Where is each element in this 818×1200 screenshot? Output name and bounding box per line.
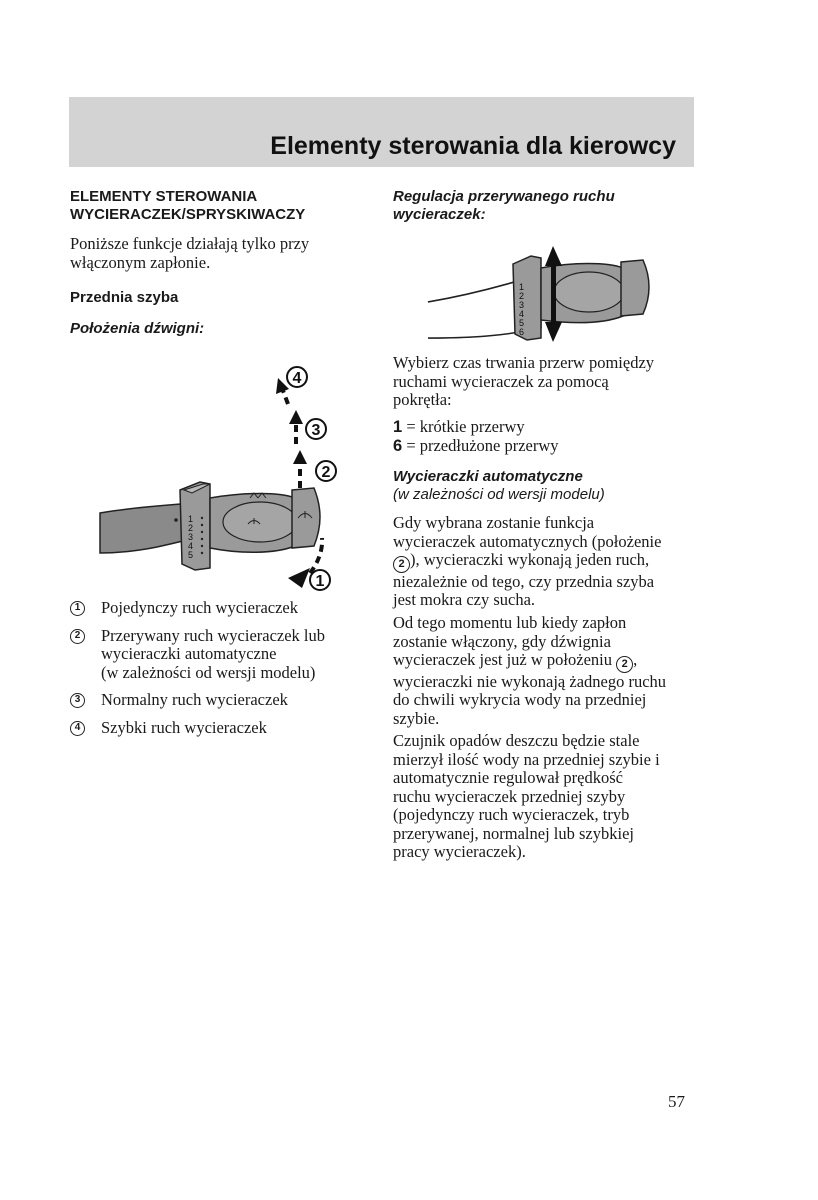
lever-tip xyxy=(292,488,320,548)
position-number: 2 xyxy=(616,656,633,673)
svg-text:4: 4 xyxy=(292,370,302,387)
svg-text:3: 3 xyxy=(519,300,525,310)
auto-paragraph-1: Gdy wybrana zostanie funkcja wycieraczek automatycznych (położenie 2 ), wycieraczki wykonają jeden ruch, niezależnie od tego, czy przednia szyba jest mokra czy sucha. xyxy=(393,513,662,610)
legend-text: Szybki ruch wycieraczek xyxy=(101,717,267,737)
dial-scale xyxy=(519,282,524,337)
legend-item xyxy=(70,719,370,738)
legend-item xyxy=(70,599,370,618)
svg-text:1: 1 xyxy=(519,282,525,292)
svg-text:6: 6 xyxy=(519,327,525,337)
auto-note: (w zależności od wersji modelu) xyxy=(393,486,605,503)
svg-text:1: 1 xyxy=(315,573,325,590)
scale-digit-2: 2 xyxy=(188,523,194,533)
legend-number: 3 xyxy=(70,693,85,708)
page-number: 57 xyxy=(668,1092,685,1111)
scale-digit-1: 1 xyxy=(188,514,194,524)
range-long: 6 = przedłużone przerwy xyxy=(393,435,559,455)
legend-text: Normalny ruch wycieraczek xyxy=(101,690,288,709)
callout-4 xyxy=(287,367,307,387)
scale-digit-5: 5 xyxy=(188,550,194,560)
dial-tip xyxy=(621,260,649,316)
auto-paragraph-3: Czujnik opadów deszczu będzie stale mierzył ilość wody na przedniej szybie i automatycznie regulował prędkość ruchu wycieraczek przedniej szyby (pojedynczy ruch wycieraczek, tryb przerywanej, normalnej lub szybkiej pracy wycieraczek). xyxy=(393,731,660,861)
legend-text: Pojedynczy ruch wycieraczek xyxy=(101,598,298,617)
right-column xyxy=(393,188,698,861)
position-number: 2 xyxy=(393,556,410,573)
interval-text: Wybierz czas trwania przerw pomiędzy ruchami wycieraczek za pomocą pokrętła: xyxy=(393,353,655,409)
intro-text xyxy=(70,235,370,272)
lever-collar xyxy=(180,482,210,570)
legend-number: 1 xyxy=(70,601,85,616)
intro-line2: włączonym zapłonie. xyxy=(70,252,211,272)
callout-3 xyxy=(306,419,326,439)
header-band xyxy=(69,97,694,167)
positions-legend xyxy=(70,599,370,746)
svg-text:4: 4 xyxy=(519,309,525,319)
scale-digit-4: 4 xyxy=(188,541,194,551)
legend-number: 4 xyxy=(70,721,85,736)
page-title: Elementy sterowania dla kierowcy xyxy=(270,132,676,160)
auto-heading: Wycieraczki automatyczne xyxy=(393,468,583,485)
dial-collar xyxy=(513,256,541,340)
section-heading-line2: WYCIERACZEK/SPRYSKIWACZY xyxy=(70,206,306,223)
positions-heading: Położenia dźwigni: xyxy=(70,320,205,337)
interval-dial-diagram xyxy=(423,238,693,368)
svg-text:2: 2 xyxy=(321,464,331,481)
callout-2 xyxy=(316,461,336,481)
auto-section xyxy=(393,468,605,504)
subheading-windscreen: Przednia szyba xyxy=(70,289,179,306)
callout-1 xyxy=(310,570,330,590)
legend-text: Przerywany ruch wycieraczek lub wycieraczki automatyczne (w zależności od wersji modelu) xyxy=(101,625,326,682)
interval-range-list xyxy=(393,418,559,455)
interval-heading: Regulacja przerywanego ruchu wycieraczek: xyxy=(393,188,615,223)
legend-number: 2 xyxy=(70,629,85,644)
legend-item xyxy=(70,627,370,683)
wiper-lever-diagram xyxy=(70,358,370,598)
scale-digit-3: 3 xyxy=(188,532,194,542)
range-short: 1 = krótkie przerwy xyxy=(393,417,525,436)
left-column xyxy=(70,188,370,737)
intro-line1: Poniższe funkcje działają tylko przy xyxy=(70,234,310,253)
svg-text:2: 2 xyxy=(519,291,525,301)
section-heading-line1: ELEMENTY STEROWANIA xyxy=(70,188,258,205)
section-heading xyxy=(70,188,370,224)
svg-text:3: 3 xyxy=(311,422,321,439)
lever-scale xyxy=(188,514,193,560)
auto-paragraph-2: Od tego momentu lub kiedy zapłon zostanie włączony, gdy dźwignia wycieraczek jest już w położeniu 2 , wycieraczki nie wykonają żadnego ruchu do chwili wykrycia wody na przedniej szybie. xyxy=(393,613,667,728)
svg-text:5: 5 xyxy=(519,318,525,328)
legend-item xyxy=(70,691,370,710)
